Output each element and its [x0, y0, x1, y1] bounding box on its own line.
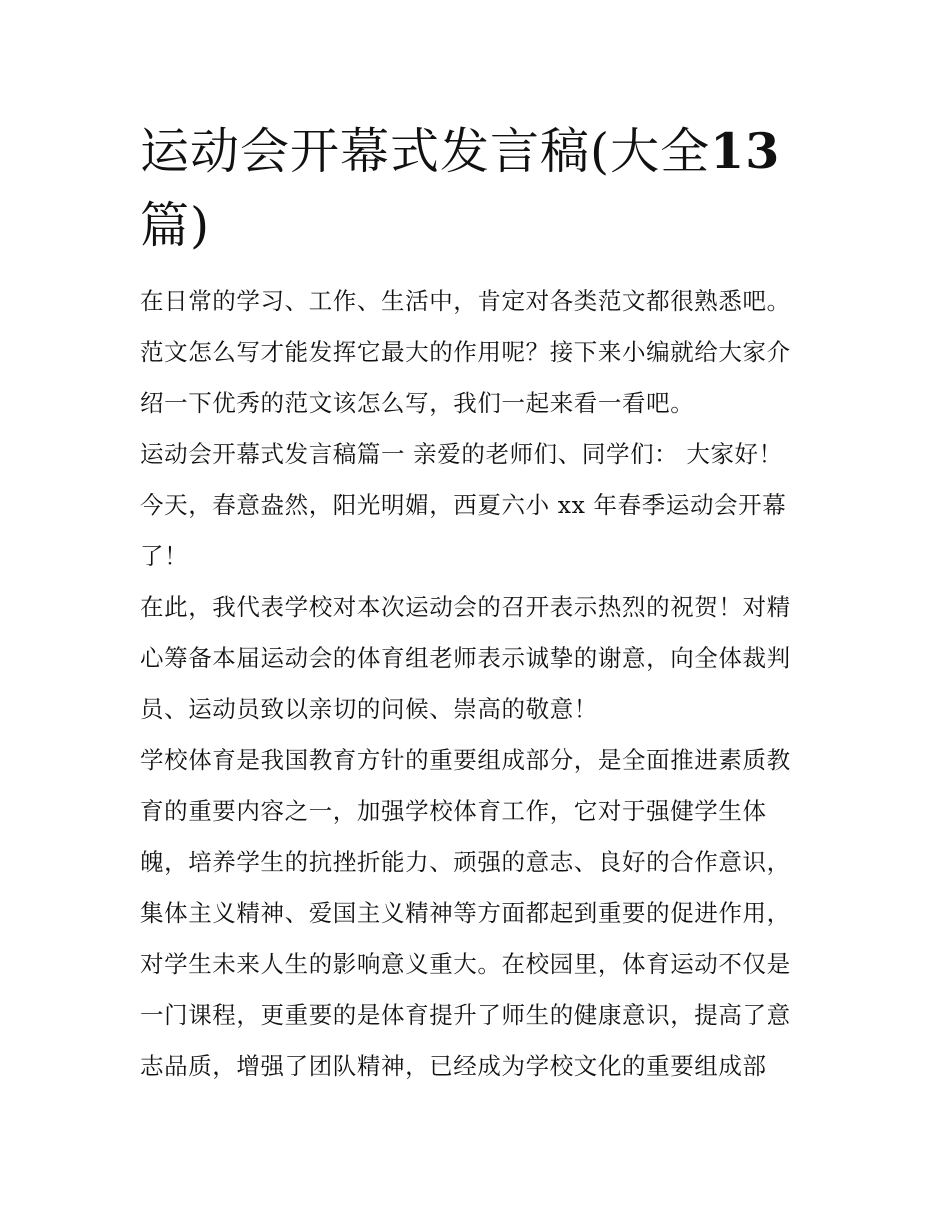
- title-text-end: 篇): [140, 197, 211, 254]
- text-line: 对学生未来人生的影响意义重大。在校园里，体育运动不仅是: [140, 950, 791, 978]
- text-line: 育的重要内容之一，加强学校体育工作，它对于强健学生体: [140, 797, 767, 825]
- text-line: 志品质，增强了团队精神，已经成为学校文化的重要组成部: [140, 1052, 767, 1080]
- text-line: 绍一下优秀的范文该怎么写，我们一起来看一看吧。: [140, 389, 695, 417]
- document-title: [140, 114, 820, 263]
- text-line: 在此，我代表学校对本次运动会的召开表示热烈的祝贺！对精: [140, 593, 791, 621]
- text-line: 运动会开幕式发言稿篇一 亲爱的老师们、同学们： 大家好！: [140, 440, 783, 468]
- document-body: [140, 276, 815, 1092]
- title-number: 13: [710, 122, 781, 180]
- text-line: 范文怎么写才能发挥它最大的作用呢？接下来小编就给大家介: [140, 338, 791, 366]
- text-line: 集体主义精神、爱国主义精神等方面都起到重要的促进作用，: [140, 899, 791, 927]
- text-line: 心筹备本届运动会的体育组老师表示诚挚的谢意，向全体裁判: [140, 644, 791, 672]
- text-line: 一门课程，更重要的是体育提升了师生的健康意识，提高了意: [140, 1001, 791, 1029]
- title-text: 运动会开幕式发言稿(大全: [140, 123, 711, 180]
- text-line: 魄，培养学生的抗挫折能力、顽强的意志、良好的合作意识，: [140, 848, 791, 876]
- text-line: 了！: [140, 542, 189, 570]
- text-line: 学校体育是我国教育方针的重要组成部分，是全面推进素质教: [140, 746, 791, 774]
- text-line: 员、运动员致以亲切的问候、崇高的敬意！: [140, 695, 598, 723]
- text-line: 今天，春意盎然，阳光明媚，西夏六小 xx 年春季运动会开幕: [140, 491, 787, 519]
- text-line: 在日常的学习、工作、生活中，肯定对各类范文都很熟悉吧。: [140, 287, 791, 315]
